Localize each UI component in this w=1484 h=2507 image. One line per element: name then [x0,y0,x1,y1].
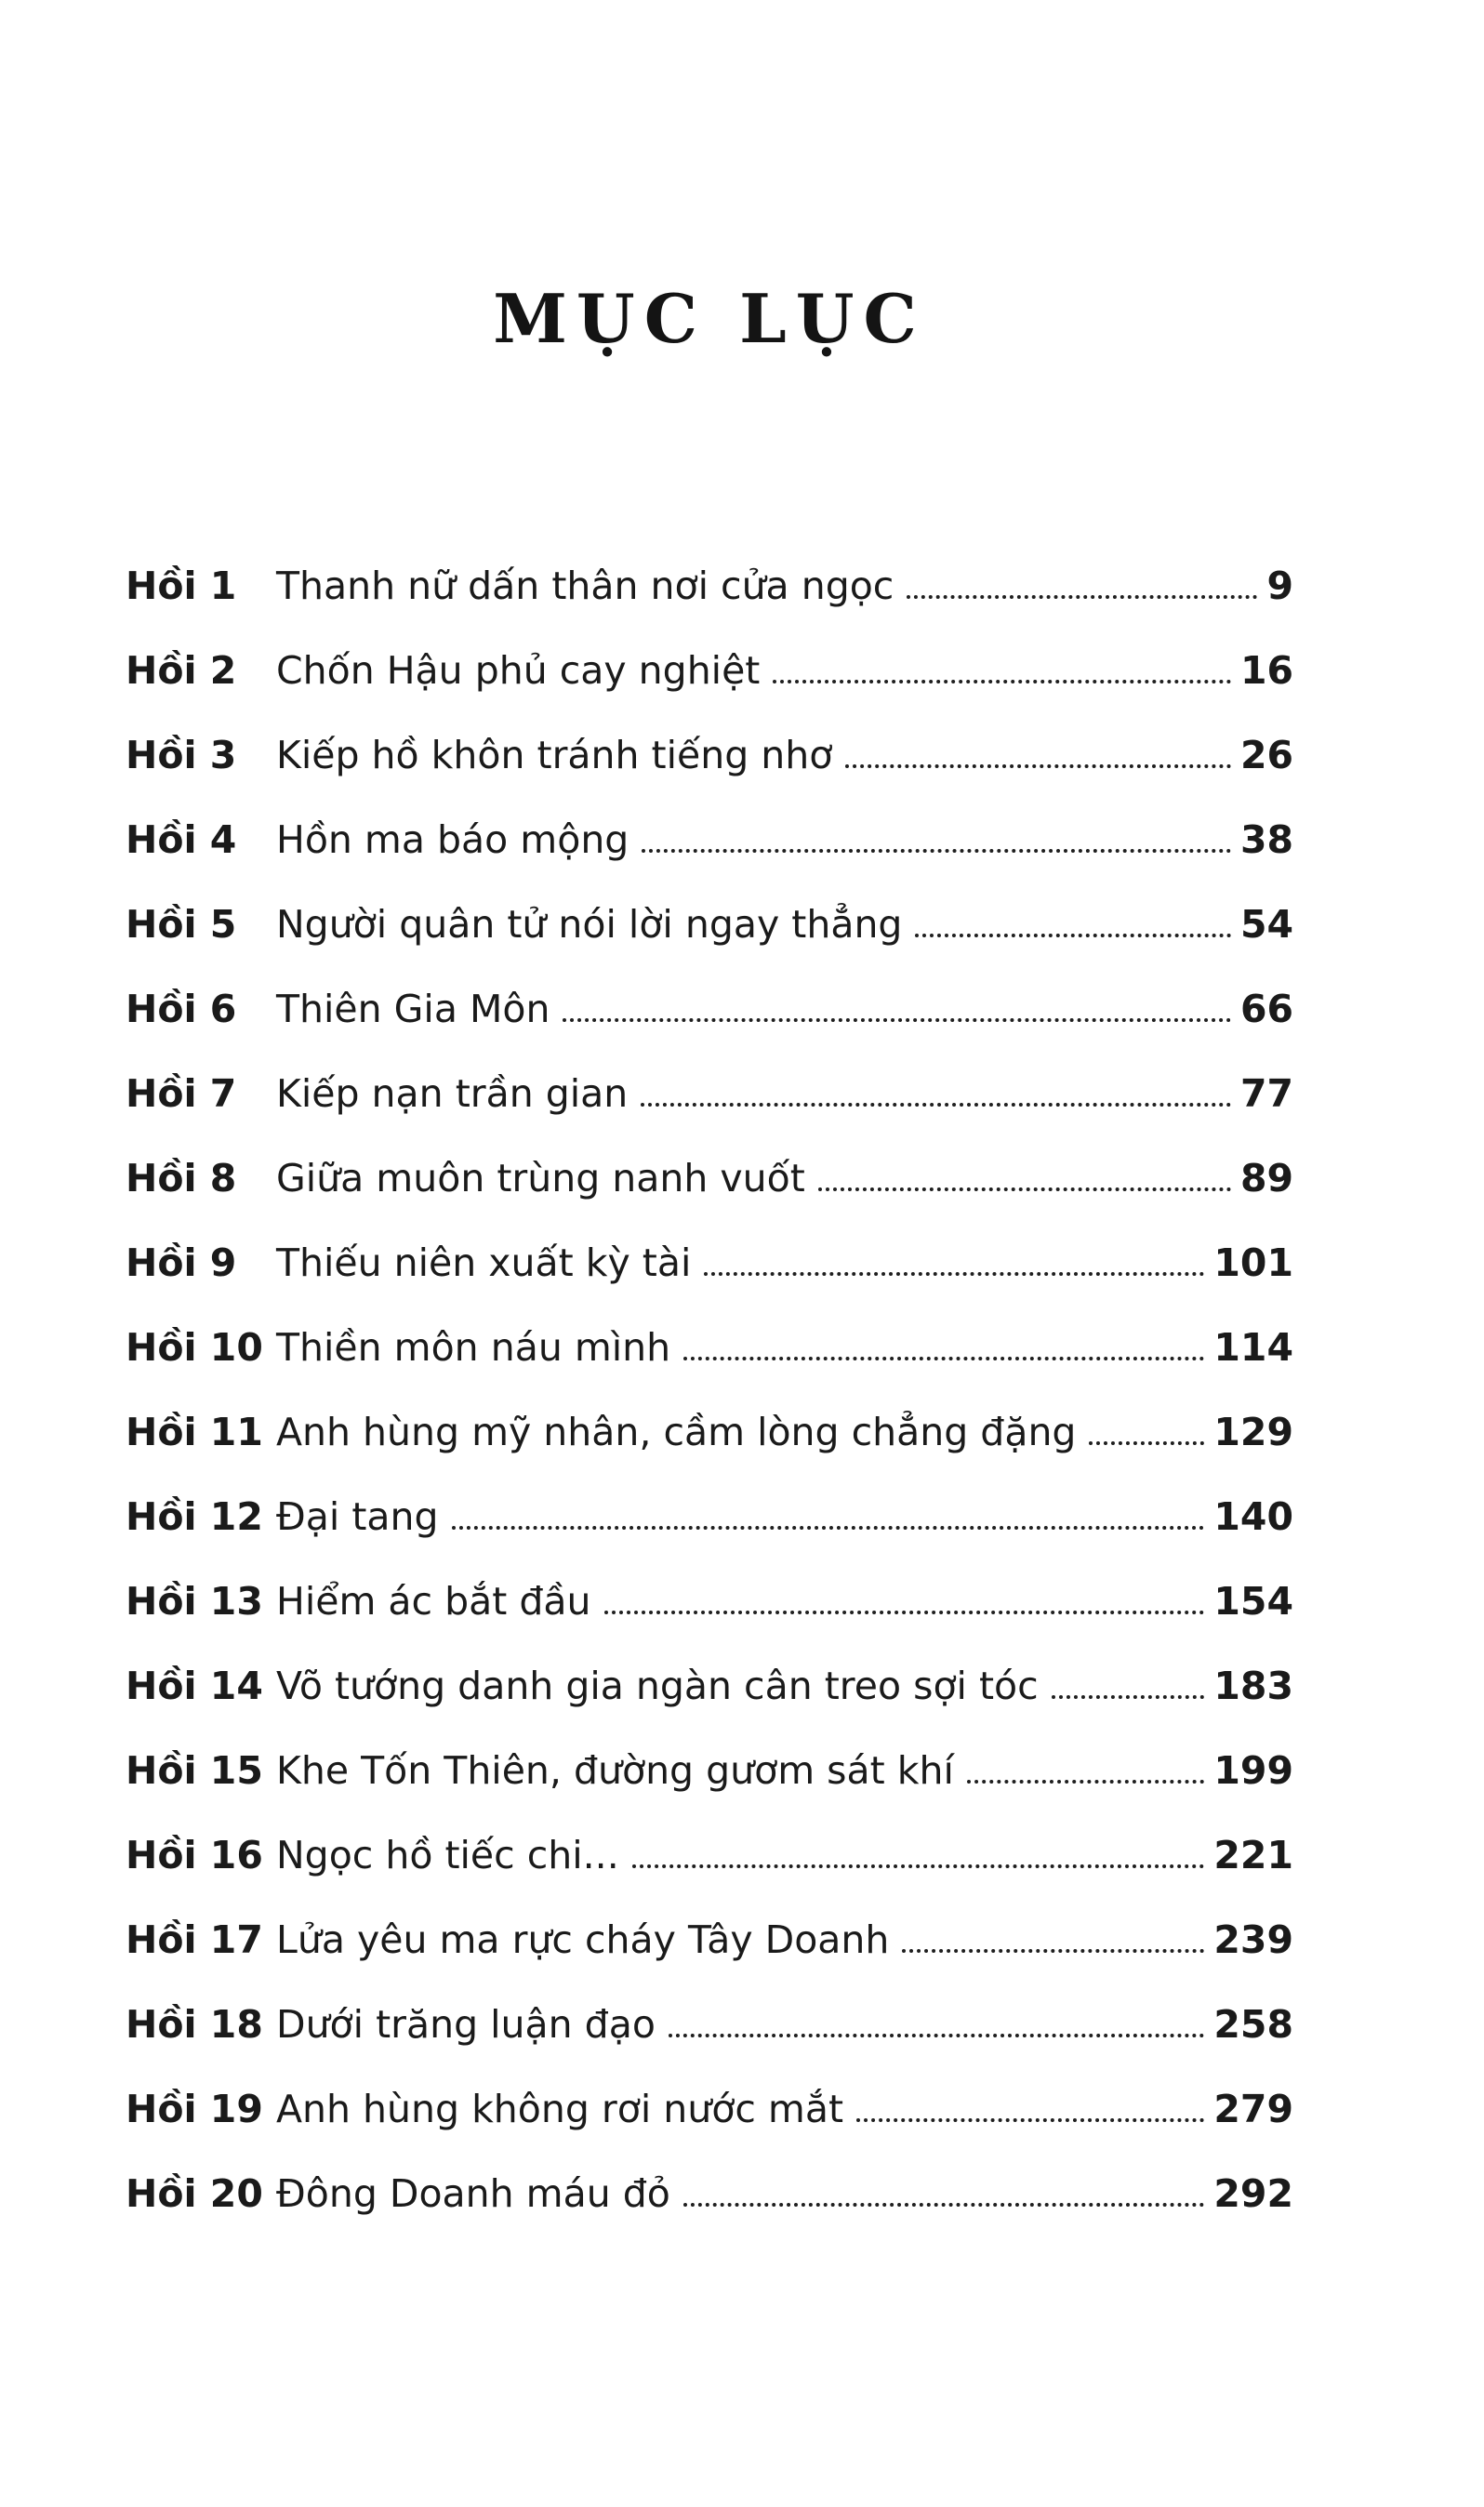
dot-leader [856,2118,1204,2122]
dot-leader [818,1187,1231,1191]
page-number: 26 [1239,733,1293,777]
page-number: 292 [1213,2171,1293,2216]
dot-leader [1089,1441,1204,1445]
chapter-label: Hồi 11 [126,1410,263,1454]
chapter-title: Hiểm ác bắt đầu [276,1579,591,1624]
chapter-title: Kiếp nạn trần gian [276,1071,629,1116]
dot-leader [632,1864,1205,1868]
toc-row [126,1833,1293,1877]
chapter-title: Người quân tử nói lời ngay thẳng [276,902,903,947]
chapter-label: Hồi 17 [126,1917,263,1962]
dot-leader [967,1780,1205,1784]
page-number: 183 [1213,1664,1293,1708]
chapter-title: Hồn ma báo mộng [276,817,629,862]
chapter-label: Hồi 12 [126,1494,263,1539]
page-number: 279 [1213,2087,1293,2131]
chapter-title: Thanh nữ dấn thân nơi cửa ngọc [276,564,894,608]
dot-leader [915,934,1230,937]
chapter-label: Hồi 14 [126,1664,263,1708]
page-number: 77 [1239,1071,1293,1116]
page-number: 114 [1213,1325,1293,1370]
toc-row [126,902,1293,947]
table-of-contents [126,564,1293,2216]
toc-row [126,1579,1293,1624]
dot-leader [845,764,1231,768]
chapter-label: Hồi 5 [126,902,237,947]
chapter-title: Chốn Hậu phủ cay nghiệt [276,648,761,693]
dot-leader [773,680,1231,683]
dot-leader [1052,1695,1205,1699]
chapter-label: Hồi 20 [126,2171,263,2216]
page-number: 258 [1213,2002,1293,2047]
toc-row [126,1071,1293,1116]
toc-row [126,1748,1293,1793]
chapter-title: Dưới trăng luận đạo [276,2002,656,2047]
dot-leader [704,1272,1204,1276]
toc-row [126,1325,1293,1370]
page-number: 54 [1239,902,1293,947]
chapter-label: Hồi 16 [126,1833,263,1877]
chapter-label: Hồi 9 [126,1240,237,1285]
chapter-title: Ngọc hồ tiếc chi... [276,1833,619,1877]
chapter-label: Hồi 4 [126,817,237,862]
page-number: 66 [1239,987,1293,1031]
dot-leader [902,1949,1204,1953]
chapter-label: Hồi 8 [126,1156,237,1200]
chapter-label: Hồi 1 [126,564,237,608]
dot-leader [563,1018,1231,1022]
chapter-title: Giữa muôn trùng nanh vuốt [276,1156,805,1200]
toc-row [126,648,1293,693]
dot-leader [642,849,1231,853]
toc-row [126,987,1293,1031]
dot-leader [907,595,1257,599]
page-number: 38 [1239,817,1293,862]
toc-row [126,1494,1293,1539]
dot-leader [683,2203,1205,2207]
page-number: 221 [1213,1833,1293,1877]
toc-row [126,564,1293,608]
chapter-label: Hồi 2 [126,648,237,693]
toc-row [126,2171,1293,2216]
chapter-title: Anh hùng không rơi nước mắt [276,2087,844,2131]
page-number: 239 [1213,1917,1293,1962]
chapter-title: Đông Doanh máu đỏ [276,2171,670,2216]
chapter-title: Khe Tốn Thiên, đường gươm sát khí [276,1748,954,1793]
dot-leader [452,1526,1205,1530]
page-number: 154 [1213,1579,1293,1624]
page-number: 89 [1239,1156,1293,1200]
dot-leader [604,1611,1205,1614]
chapter-label: Hồi 19 [126,2087,263,2131]
page-number: 101 [1213,1240,1293,1285]
page-number: 129 [1213,1410,1293,1454]
chapter-title: Thiên Gia Môn [276,987,550,1031]
chapter-label: Hồi 18 [126,2002,263,2047]
chapter-title: Đại tang [276,1494,439,1539]
toc-row [126,1156,1293,1200]
toc-row [126,817,1293,862]
chapter-label: Hồi 3 [126,733,237,777]
chapter-label: Hồi 6 [126,987,237,1031]
chapter-label: Hồi 15 [126,1748,263,1793]
chapter-title: Thiếu niên xuất kỳ tài [276,1240,692,1285]
toc-row [126,2002,1293,2047]
chapter-title: Kiếp hồ khôn tránh tiếng nhơ [276,733,833,777]
dot-leader [669,2034,1204,2037]
toc-row [126,1410,1293,1454]
chapter-label: Hồi 7 [126,1071,237,1116]
page-number: 199 [1213,1748,1293,1793]
chapter-title: Anh hùng mỹ nhân, cầm lòng chẳng đặng [276,1410,1077,1454]
toc-row [126,1917,1293,1962]
chapter-title: Lửa yêu ma rực cháy Tây Doanh [276,1917,890,1962]
toc-row [126,1240,1293,1285]
toc-row [126,2087,1293,2131]
page-title: MỤC LỤC [493,279,926,358]
page-number: 16 [1239,648,1293,693]
chapter-title: Thiền môn náu mình [276,1325,671,1370]
dot-leader [683,1357,1204,1360]
chapter-title: Võ tướng danh gia ngàn cân treo sợi tóc [276,1664,1039,1708]
chapter-label: Hồi 10 [126,1325,263,1370]
dot-leader [641,1103,1231,1107]
page-number: 140 [1213,1494,1293,1539]
page-number: 9 [1266,564,1293,608]
chapter-label: Hồi 13 [126,1579,263,1624]
toc-row [126,733,1293,777]
toc-row [126,1664,1293,1708]
